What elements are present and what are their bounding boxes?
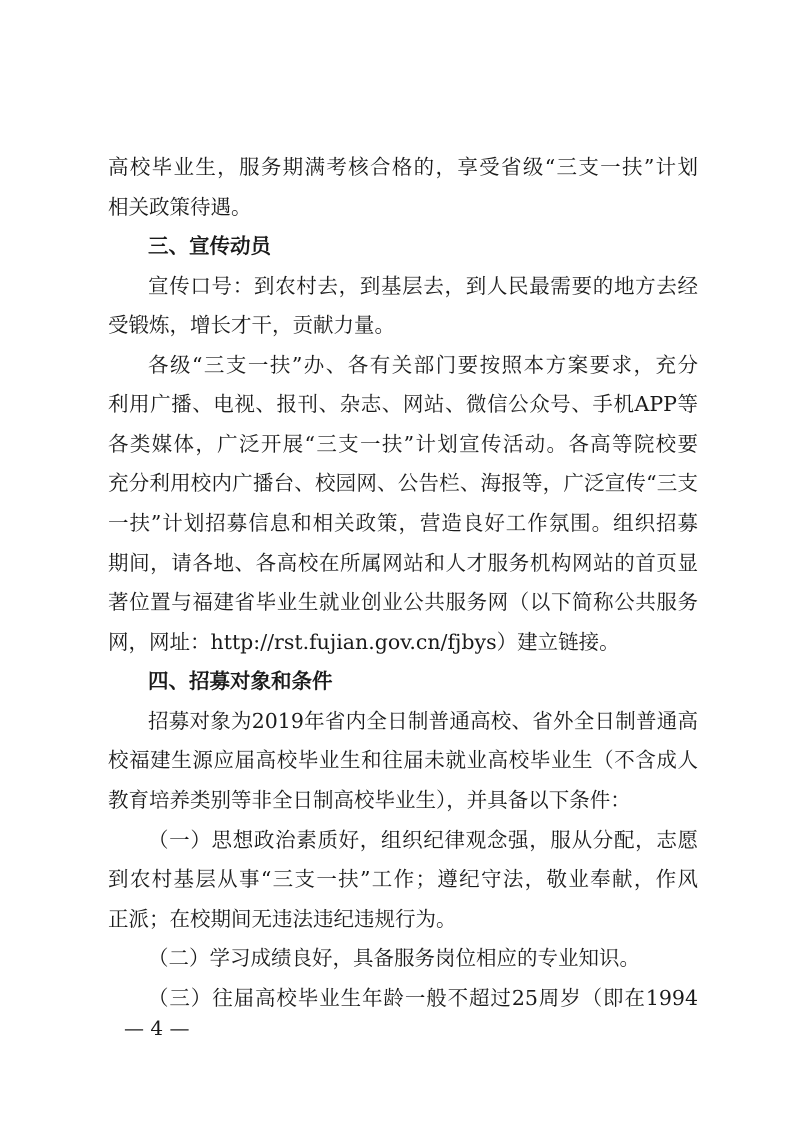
body-text-line: 一扶”计划招募信息和相关政策，营造良好工作氛围。组织招募	[108, 511, 698, 535]
paragraph-first-line: （一）思想政治素质好，组织纪律观念强，服从分配，志愿	[148, 828, 698, 852]
section-heading-publicity: 三、宣传动员	[148, 234, 271, 258]
body-text-line: 著位置与福建省毕业生就业创业公共服务网（以下简称公共服务	[108, 590, 698, 614]
paragraph-first-line: （二）学习成绩良好，具备服务岗位相应的专业知识。	[148, 946, 640, 970]
body-text-line: 受锻炼，增长才干，贡献力量。	[108, 313, 395, 337]
paragraph-first-line: 宣传口号：到农村去，到基层去，到人民最需要的地方去经	[148, 274, 698, 298]
body-text-line: 高校毕业生，服务期满考核合格的，享受省级“三支一扶”计划	[108, 155, 698, 179]
paragraph-first-line: （三）往届高校毕业生年龄一般不超过25周岁（即在1994	[148, 986, 698, 1010]
paragraph-first-line: 招募对象为2019年省内全日制普通高校、省外全日制普通高	[148, 709, 698, 733]
page-number: — 4 —	[124, 1016, 190, 1040]
body-text-line: 网，网址：http://rst.fujian.gov.cn/fjbys）建立链接。	[108, 630, 620, 654]
body-text-line: 到农村基层从事“三支一扶”工作；遵纪守法，敬业奉献，作风	[108, 867, 698, 891]
section-heading-recruitment: 四、招募对象和条件	[148, 669, 333, 693]
body-text-line: 正派；在校期间无违法违纪违规行为。	[108, 907, 457, 931]
body-text-line: 各类媒体，广泛开展“三支一扶”计划宣传活动。各高等院校要	[108, 432, 698, 456]
body-text-line: 期间，请各地、各高校在所属网站和人才服务机构网站的首页显	[108, 551, 698, 575]
body-text-line: 相关政策待遇。	[108, 195, 252, 219]
paragraph-first-line: 各级“三支一扶”办、各有关部门要按照本方案要求，充分	[148, 353, 698, 377]
body-text-line: 教育培养类别等非全日制高校毕业生），并具备以下条件：	[108, 788, 631, 812]
body-text-line: 校福建生源应届高校毕业生和往届未就业高校毕业生（不含成人	[108, 748, 698, 772]
body-text-line: 利用广播、电视、报刊、杂志、网站、微信公众号、手机APP等	[108, 392, 698, 416]
body-text-line: 充分利用校内广播台、校园网、公告栏、海报等，广泛宣传“三支	[108, 471, 698, 495]
